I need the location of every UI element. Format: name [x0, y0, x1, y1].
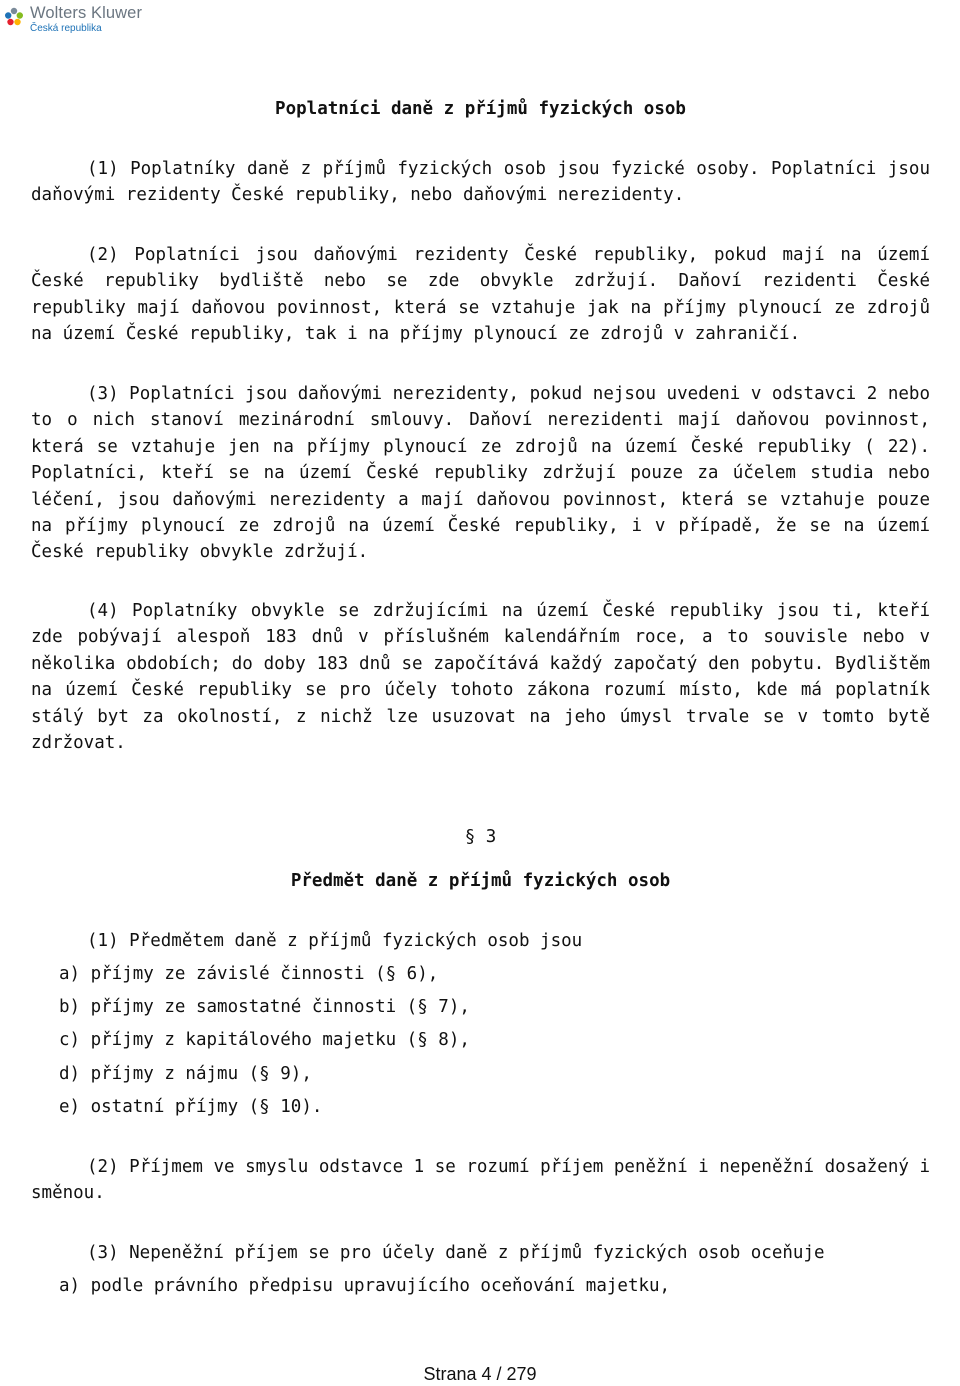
- list-item: a) podle právního předpisu upravujícího oceňování majetku,: [59, 1276, 671, 1296]
- list-item: b) příjmy ze samostatné činnosti (§ 7),: [59, 997, 470, 1017]
- subject-intro: (1) Předmětem daně z příjmů fyzických osob jsou: [87, 931, 583, 951]
- brand-subtitle: Česká republika: [30, 22, 102, 34]
- section-heading: Poplatníci daně z příjmů fyzických osob: [275, 99, 686, 119]
- wolters-kluwer-logo-icon: [3, 4, 25, 30]
- paragraph-1: (1) Poplatníky daně z příjmů fyzických osob jsou fyzické osoby. Poplatníci jsou daňovými rezidenty České republiky, nebo daňovými nerezidenty.: [31, 159, 930, 206]
- paragraph-non-monetary-intro: (3) Nepeněžní příjem se pro účely daně z příjmů fyzických osob oceňuje: [87, 1243, 825, 1263]
- page-number: Strana 4 / 279: [423, 1364, 537, 1384]
- list-item: e) ostatní příjmy (§ 10).: [59, 1097, 323, 1117]
- list-item: c) příjmy z kapitálového majetku (§ 8),: [59, 1030, 470, 1050]
- brand-name: Wolters Kluwer: [30, 4, 143, 22]
- brand-logo: [3, 4, 142, 34]
- section-heading-subject: Předmět daně z příjmů fyzických osob: [290, 871, 671, 891]
- list-item: a) příjmy ze závislé činnosti (§ 6),: [59, 964, 439, 984]
- paragraph-2: (2) Poplatníci jsou daňovými rezidenty České republiky, pokud mají na území České republiky bydliště nebo se zde obvykle zdržují. Daňoví rezidenti České republiky mají daňovou povinnost, která se vztahuje jak na příjmy plynoucí ze zdrojů na území České republiky, tak i na příjmy plynoucí ze zdrojů v zahraničí.: [31, 245, 930, 345]
- paragraph-income-definition: (2) Příjmem ve smyslu odstavce 1 se rozumí příjem peněžní i nepeněžní dosažený i směnou.: [31, 1157, 930, 1204]
- list-item: d) příjmy z nájmu (§ 9),: [59, 1064, 312, 1084]
- paragraph-4: (4) Poplatníky obvykle se zdržujícími na území České republiky jsou ti, kteří zde pobývají alespoň 183 dnů v příslušném kalendářním roce, a to souvisle nebo v několika obdobích; do doby 183 dnů se započítává každý započatý den pobytu. Bydlištěm na území České republiky se pro účely tohoto zákona rozumí místo, kde má poplatník stálý byt za okolností, z nichž lze usuzovat na jeho úmysl trvale se v tomto bytě zdržovat.: [31, 601, 930, 754]
- section-number: § 3: [464, 827, 497, 847]
- paragraph-3: (3) Poplatníci jsou daňovými nerezidenty, pokud nejsou uvedeni v odstavci 2 nebo to o nich stanoví mezinárodní smlouvy. Daňoví nerezidenti mají daňovou povinnost, která se vztahuje jen na příjmy plynoucí ze zdrojů na území České republiky ( 22). Poplatníci, kteří se na území České republiky zdržují pouze za účelem studia nebo léčení, jsou daňovými nerezidenty a mají daňovou povinnost, která se vztahuje pouze na příjmy plynoucí ze zdrojů na území České republiky, i v případě, že se na území České republiky obvykle zdržují.: [31, 384, 930, 563]
